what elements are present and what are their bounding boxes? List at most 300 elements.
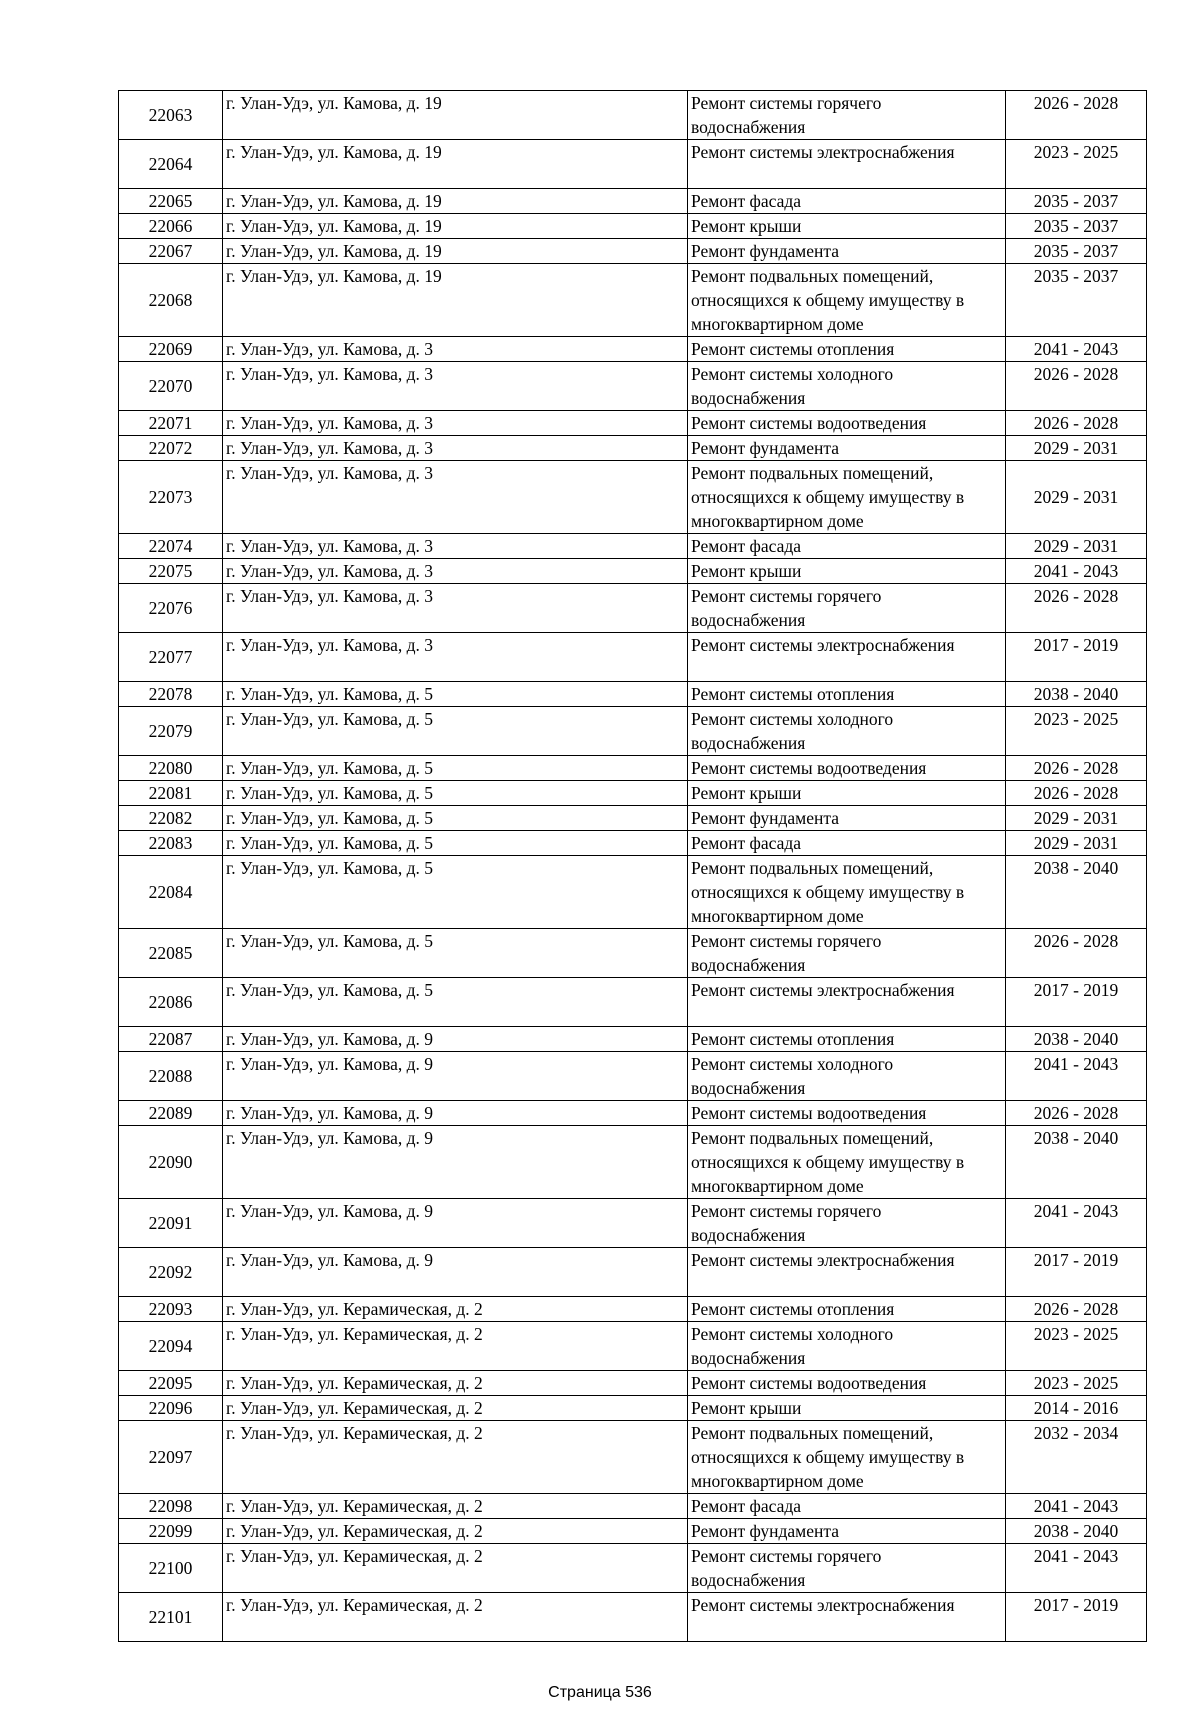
row-address-text: г. Улан-Удэ, ул. Камова, д. 9 [226, 1128, 434, 1148]
row-work-type-text: Ремонт системы отопления [691, 1029, 895, 1049]
row-number [119, 1248, 223, 1297]
row-work-type [688, 264, 1006, 337]
row-work-type-text: Ремонт подвальных помещений, относящихся к общему имуществу в многоквартирном доме [691, 463, 965, 531]
row-address-text: г. Улан-Удэ, ул. Керамическая, д. 2 [226, 1299, 483, 1319]
row-address [223, 91, 688, 140]
row-period [1006, 633, 1147, 682]
row-period [1006, 534, 1147, 559]
row-work-type-text: Ремонт подвальных помещений, относящихся к общему имуществу в многоквартирном доме [691, 1128, 965, 1196]
row-number-text: 22083 [148, 833, 193, 853]
row-address-text: г. Улан-Удэ, ул. Керамическая, д. 2 [226, 1324, 483, 1344]
row-number [119, 1199, 223, 1248]
row-number-text: 22076 [148, 598, 193, 618]
row-address [223, 337, 688, 362]
row-period [1006, 1396, 1147, 1421]
table-row [119, 337, 1147, 362]
row-address [223, 214, 688, 239]
table-row [119, 682, 1147, 707]
row-number-text: 22081 [148, 783, 193, 803]
row-work-type-text: Ремонт системы холодного водоснабжения [691, 1054, 894, 1098]
row-number [119, 1297, 223, 1322]
row-address-text: г. Улан-Удэ, ул. Камова, д. 3 [226, 463, 434, 483]
row-period [1006, 707, 1147, 756]
table-row [119, 264, 1147, 337]
row-work-type-text: Ремонт фундамента [691, 1521, 840, 1541]
row-work-type [688, 806, 1006, 831]
works-table-body [119, 91, 1147, 1642]
row-work-type-text: Ремонт подвальных помещений, относящихся к общему имуществу в многоквартирном доме [691, 858, 965, 926]
row-address [223, 781, 688, 806]
row-address-text: г. Улан-Удэ, ул. Камова, д. 19 [226, 191, 442, 211]
row-address [223, 831, 688, 856]
row-work-type-text: Ремонт системы отопления [691, 339, 895, 359]
row-number [119, 781, 223, 806]
row-work-type [688, 214, 1006, 239]
row-number [119, 1519, 223, 1544]
row-address-text: г. Улан-Удэ, ул. Керамическая, д. 2 [226, 1423, 483, 1443]
row-work-type-text: Ремонт крыши [691, 1398, 802, 1418]
row-address [223, 1322, 688, 1371]
row-work-type [688, 978, 1006, 1027]
row-number-text: 22092 [148, 1262, 193, 1282]
row-number [119, 633, 223, 682]
row-number [119, 362, 223, 411]
table-row [119, 929, 1147, 978]
row-period [1006, 781, 1147, 806]
row-number-text: 22091 [148, 1213, 193, 1233]
row-number-text: 22079 [148, 721, 193, 741]
row-period-text: 2038 - 2040 [1033, 1521, 1119, 1541]
row-work-type-text: Ремонт фасада [691, 191, 802, 211]
table-row [119, 633, 1147, 682]
row-work-type [688, 411, 1006, 436]
row-period-text: 2041 - 2043 [1033, 1054, 1119, 1074]
row-number-text: 22087 [148, 1029, 193, 1049]
row-number-text: 22074 [148, 536, 193, 556]
row-work-type [688, 1297, 1006, 1322]
row-number-text: 22090 [148, 1152, 193, 1172]
row-address [223, 436, 688, 461]
works-table [118, 90, 1147, 1642]
row-work-type [688, 1101, 1006, 1126]
row-work-type-text: Ремонт фундамента [691, 241, 840, 261]
row-work-type-text: Ремонт системы электроснабжения [691, 1595, 955, 1615]
table-row [119, 1544, 1147, 1593]
row-address [223, 1593, 688, 1642]
row-address-text: г. Улан-Удэ, ул. Керамическая, д. 2 [226, 1546, 483, 1566]
row-work-type [688, 1126, 1006, 1199]
row-period-text: 2041 - 2043 [1033, 1546, 1119, 1566]
row-number-text: 22065 [148, 191, 193, 211]
row-address [223, 1052, 688, 1101]
table-row [119, 707, 1147, 756]
row-period-text: 2038 - 2040 [1033, 1128, 1119, 1148]
row-number [119, 1371, 223, 1396]
table-row [119, 189, 1147, 214]
table-row [119, 584, 1147, 633]
row-work-type-text: Ремонт системы электроснабжения [691, 1250, 955, 1270]
row-period [1006, 559, 1147, 584]
row-number [119, 929, 223, 978]
row-work-type-text: Ремонт фундамента [691, 808, 840, 828]
row-address [223, 584, 688, 633]
row-address [223, 1494, 688, 1519]
row-period-text: 2041 - 2043 [1033, 561, 1119, 581]
row-period-text: 2029 - 2031 [1033, 808, 1119, 828]
row-address-text: г. Улан-Удэ, ул. Керамическая, д. 2 [226, 1521, 483, 1541]
row-period [1006, 1101, 1147, 1126]
row-number-text: 22072 [148, 438, 193, 458]
row-work-type [688, 189, 1006, 214]
table-row [119, 1593, 1147, 1642]
row-work-type [688, 1371, 1006, 1396]
row-work-type-text: Ремонт системы водоотведения [691, 1103, 927, 1123]
row-number [119, 1027, 223, 1052]
row-work-type-text: Ремонт системы электроснабжения [691, 142, 955, 162]
row-work-type [688, 91, 1006, 140]
row-work-type-text: Ремонт системы водоотведения [691, 1373, 927, 1393]
row-period [1006, 1421, 1147, 1494]
row-work-type-text: Ремонт фундамента [691, 438, 840, 458]
row-address-text: г. Улан-Удэ, ул. Камова, д. 19 [226, 216, 442, 236]
row-period-text: 2029 - 2031 [1033, 438, 1119, 458]
row-number-text: 22064 [148, 154, 193, 174]
row-period-text: 2041 - 2043 [1033, 1496, 1119, 1516]
row-address-text: г. Улан-Удэ, ул. Камова, д. 19 [226, 266, 442, 286]
row-address [223, 1371, 688, 1396]
row-work-type [688, 1027, 1006, 1052]
row-period [1006, 1322, 1147, 1371]
row-period [1006, 682, 1147, 707]
row-address-text: г. Улан-Удэ, ул. Керамическая, д. 2 [226, 1595, 483, 1615]
row-number [119, 264, 223, 337]
row-work-type [688, 239, 1006, 264]
row-work-type [688, 1494, 1006, 1519]
row-work-type [688, 461, 1006, 534]
row-work-type-text: Ремонт системы холодного водоснабжения [691, 709, 894, 753]
table-row [119, 91, 1147, 140]
row-number [119, 1396, 223, 1421]
table-row [119, 756, 1147, 781]
row-period [1006, 1052, 1147, 1101]
row-period [1006, 1027, 1147, 1052]
row-address [223, 929, 688, 978]
row-number [119, 831, 223, 856]
row-period-text: 2023 - 2025 [1033, 142, 1119, 162]
row-number-text: 22063 [148, 105, 193, 125]
row-work-type-text: Ремонт фасада [691, 833, 802, 853]
table-row [119, 806, 1147, 831]
row-work-type-text: Ремонт системы водоотведения [691, 758, 927, 778]
table-row [119, 1052, 1147, 1101]
row-number-text: 22068 [148, 290, 193, 310]
row-address [223, 1101, 688, 1126]
table-row [119, 461, 1147, 534]
row-address-text: г. Улан-Удэ, ул. Камова, д. 5 [226, 758, 434, 778]
row-period-text: 2026 - 2028 [1033, 931, 1119, 951]
row-work-type-text: Ремонт фасада [691, 536, 802, 556]
row-work-type [688, 436, 1006, 461]
row-work-type [688, 140, 1006, 189]
row-work-type-text: Ремонт крыши [691, 783, 802, 803]
row-work-type-text: Ремонт системы горячего водоснабжения [691, 1546, 882, 1590]
row-address-text: г. Улан-Удэ, ул. Камова, д. 3 [226, 339, 434, 359]
row-work-type-text: Ремонт системы горячего водоснабжения [691, 586, 882, 630]
row-address [223, 534, 688, 559]
row-number [119, 978, 223, 1027]
row-number-text: 22069 [148, 339, 193, 359]
row-address [223, 633, 688, 682]
row-number-text: 22071 [148, 413, 193, 433]
row-period-text: 2035 - 2037 [1033, 266, 1119, 286]
row-period [1006, 411, 1147, 436]
table-row [119, 559, 1147, 584]
row-number-text: 22095 [148, 1373, 193, 1393]
row-address-text: г. Улан-Удэ, ул. Камова, д. 5 [226, 931, 434, 951]
row-period [1006, 756, 1147, 781]
row-number [119, 1421, 223, 1494]
row-number [119, 682, 223, 707]
row-number [119, 1494, 223, 1519]
row-number [119, 1544, 223, 1593]
row-number-text: 22070 [148, 376, 193, 396]
row-number [119, 1126, 223, 1199]
row-period [1006, 929, 1147, 978]
row-number-text: 22101 [148, 1607, 193, 1627]
row-work-type [688, 856, 1006, 929]
row-address-text: г. Улан-Удэ, ул. Камова, д. 5 [226, 783, 434, 803]
row-work-type [688, 707, 1006, 756]
row-address-text: г. Улан-Удэ, ул. Камова, д. 9 [226, 1250, 434, 1270]
row-period [1006, 461, 1147, 534]
row-number-text: 22088 [148, 1066, 193, 1086]
table-row [119, 534, 1147, 559]
row-address [223, 239, 688, 264]
table-row [119, 1371, 1147, 1396]
row-address [223, 1519, 688, 1544]
row-address [223, 264, 688, 337]
row-number-text: 22089 [148, 1103, 193, 1123]
row-work-type-text: Ремонт системы горячего водоснабжения [691, 931, 882, 975]
row-number-text: 22067 [148, 241, 193, 261]
row-work-type-text: Ремонт системы горячего водоснабжения [691, 93, 882, 137]
row-work-type-text: Ремонт подвальных помещений, относящихся к общему имуществу в многоквартирном доме [691, 1423, 965, 1491]
row-address-text: г. Улан-Удэ, ул. Камова, д. 5 [226, 808, 434, 828]
page-number: Страница 536 [548, 1684, 652, 1701]
row-address [223, 1297, 688, 1322]
row-address [223, 856, 688, 929]
row-address-text: г. Улан-Удэ, ул. Камова, д. 5 [226, 858, 434, 878]
row-number-text: 22098 [148, 1496, 193, 1516]
row-period-text: 2026 - 2028 [1033, 783, 1119, 803]
row-period [1006, 584, 1147, 633]
row-address [223, 559, 688, 584]
row-work-type [688, 1052, 1006, 1101]
row-work-type [688, 559, 1006, 584]
table-row [119, 1101, 1147, 1126]
row-period [1006, 1199, 1147, 1248]
row-address-text: г. Улан-Удэ, ул. Камова, д. 9 [226, 1054, 434, 1074]
row-period [1006, 362, 1147, 411]
row-number-text: 22094 [148, 1336, 193, 1356]
row-address-text: г. Улан-Удэ, ул. Камова, д. 3 [226, 586, 434, 606]
row-number-text: 22077 [148, 647, 193, 667]
row-period-text: 2026 - 2028 [1033, 413, 1119, 433]
row-work-type-text: Ремонт крыши [691, 216, 802, 236]
row-address-text: г. Улан-Удэ, ул. Камова, д. 5 [226, 980, 434, 1000]
row-work-type [688, 756, 1006, 781]
row-address-text: г. Улан-Удэ, ул. Камова, д. 19 [226, 241, 442, 261]
row-address-text: г. Улан-Удэ, ул. Камова, д. 5 [226, 833, 434, 853]
row-period [1006, 831, 1147, 856]
table-row [119, 140, 1147, 189]
row-period [1006, 264, 1147, 337]
row-address [223, 1126, 688, 1199]
row-number-text: 22096 [148, 1398, 193, 1418]
row-period [1006, 1248, 1147, 1297]
row-period-text: 2035 - 2037 [1033, 216, 1119, 236]
row-period [1006, 1371, 1147, 1396]
row-number [119, 534, 223, 559]
table-row [119, 1421, 1147, 1494]
row-number-text: 22099 [148, 1521, 193, 1541]
row-number [119, 806, 223, 831]
table-row [119, 1396, 1147, 1421]
row-number [119, 214, 223, 239]
row-period-text: 2032 - 2034 [1033, 1423, 1119, 1443]
row-period-text: 2026 - 2028 [1033, 364, 1119, 384]
row-address [223, 1199, 688, 1248]
row-work-type [688, 1544, 1006, 1593]
row-work-type [688, 1421, 1006, 1494]
row-period-text: 2026 - 2028 [1033, 1103, 1119, 1123]
table-row [119, 411, 1147, 436]
row-number [119, 1322, 223, 1371]
row-period-text: 2038 - 2040 [1033, 858, 1119, 878]
row-period-text: 2023 - 2025 [1033, 1373, 1119, 1393]
row-work-type-text: Ремонт крыши [691, 561, 802, 581]
table-row [119, 214, 1147, 239]
row-work-type [688, 534, 1006, 559]
row-address-text: г. Улан-Удэ, ул. Керамическая, д. 2 [226, 1373, 483, 1393]
row-period-text: 2029 - 2031 [1033, 487, 1119, 507]
row-number [119, 1052, 223, 1101]
row-period-text: 2023 - 2025 [1033, 1324, 1119, 1344]
row-address-text: г. Улан-Удэ, ул. Камова, д. 3 [226, 635, 434, 655]
row-work-type-text: Ремонт системы электроснабжения [691, 980, 955, 1000]
row-period-text: 2014 - 2016 [1033, 1398, 1119, 1418]
row-address [223, 189, 688, 214]
row-number [119, 436, 223, 461]
row-work-type-text: Ремонт системы отопления [691, 1299, 895, 1319]
row-period-text: 2017 - 2019 [1033, 1250, 1119, 1270]
row-work-type [688, 584, 1006, 633]
row-period-text: 2035 - 2037 [1033, 241, 1119, 261]
table-row [119, 1126, 1147, 1199]
row-address [223, 1544, 688, 1593]
row-work-type-text: Ремонт системы холодного водоснабжения [691, 364, 894, 408]
row-period [1006, 91, 1147, 140]
row-work-type [688, 1322, 1006, 1371]
row-work-type [688, 1519, 1006, 1544]
row-address [223, 978, 688, 1027]
row-work-type [688, 1396, 1006, 1421]
row-period-text: 2035 - 2037 [1033, 191, 1119, 211]
row-work-type-text: Ремонт системы отопления [691, 684, 895, 704]
row-address-text: г. Улан-Удэ, ул. Камова, д. 3 [226, 438, 434, 458]
row-number [119, 461, 223, 534]
table-row [119, 239, 1147, 264]
row-number [119, 707, 223, 756]
row-address [223, 1421, 688, 1494]
row-number-text: 22085 [148, 943, 193, 963]
row-work-type [688, 682, 1006, 707]
table-row [119, 1322, 1147, 1371]
row-work-type [688, 337, 1006, 362]
row-period-text: 2038 - 2040 [1033, 1029, 1119, 1049]
table-row [119, 781, 1147, 806]
row-period-text: 2041 - 2043 [1033, 1201, 1119, 1221]
row-work-type [688, 1593, 1006, 1642]
row-work-type-text: Ремонт системы электроснабжения [691, 635, 955, 655]
row-work-type-text: Ремонт подвальных помещений, относящихся к общему имуществу в многоквартирном доме [691, 266, 965, 334]
row-period-text: 2038 - 2040 [1033, 684, 1119, 704]
row-period [1006, 1494, 1147, 1519]
table-row [119, 1199, 1147, 1248]
row-period [1006, 239, 1147, 264]
row-number [119, 584, 223, 633]
row-period-text: 2026 - 2028 [1033, 1299, 1119, 1319]
row-period-text: 2017 - 2019 [1033, 1595, 1119, 1615]
row-period [1006, 436, 1147, 461]
table-row [119, 1297, 1147, 1322]
row-period-text: 2041 - 2043 [1033, 339, 1119, 359]
row-period-text: 2017 - 2019 [1033, 980, 1119, 1000]
row-work-type [688, 929, 1006, 978]
row-address [223, 1396, 688, 1421]
row-number [119, 411, 223, 436]
row-number-text: 22084 [148, 882, 193, 902]
row-number-text: 22093 [148, 1299, 193, 1319]
row-address [223, 1027, 688, 1052]
row-number [119, 239, 223, 264]
row-period-text: 2026 - 2028 [1033, 758, 1119, 778]
row-period [1006, 1544, 1147, 1593]
row-period [1006, 1519, 1147, 1544]
row-work-type [688, 1248, 1006, 1297]
row-address [223, 682, 688, 707]
row-period [1006, 856, 1147, 929]
row-address [223, 806, 688, 831]
row-address [223, 756, 688, 781]
row-work-type [688, 1199, 1006, 1248]
row-address-text: г. Улан-Удэ, ул. Камова, д. 3 [226, 413, 434, 433]
row-work-type-text: Ремонт системы водоотведения [691, 413, 927, 433]
row-number-text: 22097 [148, 1447, 193, 1467]
table-row [119, 831, 1147, 856]
row-number-text: 22075 [148, 561, 193, 581]
row-address-text: г. Улан-Удэ, ул. Камова, д. 3 [226, 536, 434, 556]
row-period [1006, 806, 1147, 831]
row-period-text: 2023 - 2025 [1033, 709, 1119, 729]
row-work-type [688, 633, 1006, 682]
row-number [119, 1593, 223, 1642]
row-period-text: 2017 - 2019 [1033, 635, 1119, 655]
row-address [223, 1248, 688, 1297]
row-address [223, 707, 688, 756]
row-period-text: 2026 - 2028 [1033, 93, 1119, 113]
row-address-text: г. Улан-Удэ, ул. Керамическая, д. 2 [226, 1398, 483, 1418]
